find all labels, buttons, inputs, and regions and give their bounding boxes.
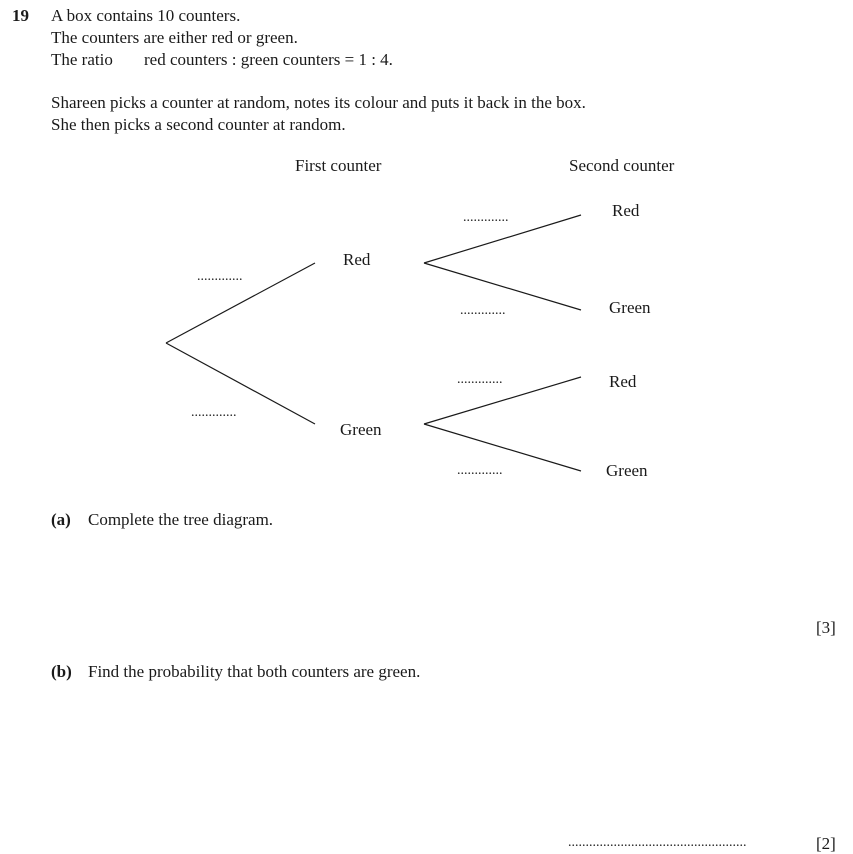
heading-first-counter: First counter <box>295 156 382 175</box>
ratio-label: The ratio <box>51 50 113 69</box>
second-red-green-label: Green <box>609 298 651 317</box>
question-line-1: A box contains 10 counters. <box>51 6 241 25</box>
part-a-label: (a) <box>51 510 71 529</box>
second-green-red-label: Red <box>609 372 637 391</box>
part-b-marks: [2] <box>816 834 836 853</box>
part-a-marks: [3] <box>816 618 836 637</box>
scenario-line-2: She then picks a second counter at random. <box>51 115 346 134</box>
blank-red-red[interactable]: ............. <box>463 210 509 225</box>
part-b-label: (b) <box>51 662 72 681</box>
branch-green-green <box>424 424 581 471</box>
question-number: 19 <box>12 6 29 25</box>
blank-green-green[interactable]: ............. <box>457 463 503 478</box>
first-red-label: Red <box>343 250 371 269</box>
heading-second-counter: Second counter <box>569 156 675 175</box>
blank-first-green[interactable]: ............. <box>191 405 237 420</box>
second-red-red-label: Red <box>612 201 640 220</box>
ratio-value: red counters : green counters = 1 : 4. <box>144 50 393 69</box>
blank-first-red[interactable]: ............. <box>197 269 243 284</box>
part-a-text: Complete the tree diagram. <box>88 510 274 529</box>
part-b-text: Find the probability that both counters are green. <box>88 662 421 681</box>
first-green-label: Green <box>340 420 382 439</box>
branch-first-green <box>166 343 315 424</box>
second-green-green-label: Green <box>606 461 648 480</box>
scenario-line-1: Shareen picks a counter at random, notes its colour and puts it back in the box. <box>51 93 586 112</box>
blank-red-green[interactable]: ............. <box>460 303 506 318</box>
question-line-2: The counters are either red or green. <box>51 28 298 47</box>
branch-green-red <box>424 377 581 424</box>
blank-green-red[interactable]: ............. <box>457 372 503 387</box>
answer-line-b[interactable]: ................................................... <box>568 835 747 850</box>
